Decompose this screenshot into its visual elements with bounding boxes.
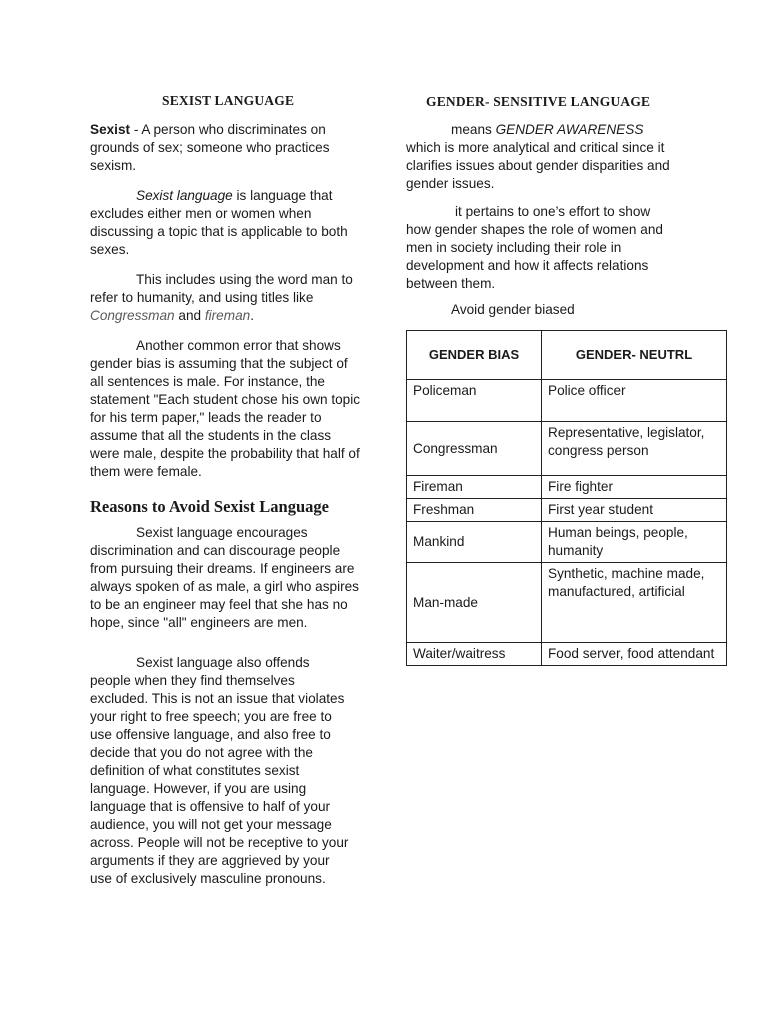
table-row xyxy=(407,476,727,499)
analytical-paragraph: which is more analytical and critical since it clarifies issues about gender disparities and gender issues. xyxy=(406,140,670,191)
table-row xyxy=(407,522,727,563)
pertains-line: it pertains to one’s effort to show xyxy=(455,204,651,219)
gender-terms-table xyxy=(406,330,727,666)
bias-term-cell: Congressman xyxy=(407,422,542,476)
neutral-term-cell: Fire fighter xyxy=(542,476,727,499)
bias-term-cell: Freshman xyxy=(407,499,542,522)
fireman-term: fireman xyxy=(204,308,251,323)
table-row xyxy=(407,380,727,422)
bias-term-cell: Policeman xyxy=(407,380,542,422)
sexist-language-heading: SEXIST LANGUAGE xyxy=(162,93,295,108)
neutral-term-cell: First year student xyxy=(542,499,727,522)
gender-shapes-paragraph: how gender shapes the role of women and men in society including their role in development and how it affects relations between them. xyxy=(406,222,663,291)
bias-term-cell: Fireman xyxy=(407,476,542,499)
neutral-term-cell: Food server, food attendant xyxy=(542,643,727,666)
table-row xyxy=(407,563,727,643)
bias-term-cell: Man-made xyxy=(407,563,542,643)
includes-text: This includes using the word man to refer to humanity, and using titles like xyxy=(90,272,353,305)
sexist-term: Sexist xyxy=(90,122,131,137)
period-text: . xyxy=(250,308,254,323)
offends-paragraph: Sexist language also offends people when they find themselves excluded. This is not an issue that violates your right to free speech; you are free to use offensive language, and also free to decide that you do not agree with the definition of what constitutes sexist language. However, if you are using language that is offensive to half of your audience, you will not get your message across. People will not be receptive to your arguments if they are aggrieved by your use of exclusively masculine pronouns. xyxy=(90,655,349,886)
sexist-language-definition-text: is language that excludes either men or women when discussing a topic that is applicable to both sexes. xyxy=(90,188,348,257)
table-row xyxy=(407,499,727,522)
gender-bias-header: GENDER BIAS xyxy=(407,331,542,380)
includes-paragraph xyxy=(90,271,356,325)
table-header-row xyxy=(407,331,727,380)
avoid-biased-line: Avoid gender biased xyxy=(451,302,575,317)
gender-neutral-header: GENDER- NEUTRL xyxy=(542,331,727,380)
gender-sensitive-heading: GENDER- SENSITIVE LANGUAGE xyxy=(426,94,651,109)
and-text: and xyxy=(174,308,205,323)
table-row xyxy=(407,422,727,476)
reasons-subheading: Reasons to Avoid Sexist Language xyxy=(90,497,329,516)
neutral-term-cell: Human beings, people, humanity xyxy=(542,522,727,563)
discrimination-paragraph: Sexist language encourages discrimination and can discourage people from pursuing their dreams. If engineers are always spoken of as male, a girl who aspires to be an engineer may feel that she has no hope, since "all" engineers are men. xyxy=(90,525,359,630)
means-line xyxy=(451,121,731,139)
sexist-definition-paragraph xyxy=(90,121,362,175)
table-row xyxy=(407,643,727,666)
neutral-term-cell: Representative, legislator, congress person xyxy=(542,422,727,476)
sexist-definition-text: - A person who discriminates on grounds of sex; someone who practices sexism. xyxy=(90,122,330,173)
common-error-paragraph: Another common error that shows gender bias is assuming that the subject of all sentences is male. For instance, the statement "Each student chose his own topic for his term paper," leads the reader to assume that all the students in the class were male, despite the probability that half of them were female. xyxy=(90,338,361,479)
neutral-term-cell: Police officer xyxy=(542,380,727,422)
bias-term-cell: Waiter/waitress xyxy=(407,643,542,666)
bias-term-cell: Mankind xyxy=(407,522,542,563)
gender-awareness-term: GENDER AWARENESS xyxy=(495,122,644,137)
sexist-language-definition-paragraph xyxy=(90,187,352,259)
sexist-language-term: Sexist language xyxy=(136,188,233,203)
congressman-term: Congressman xyxy=(90,308,175,323)
neutral-term-cell: Synthetic, machine made, manufactured, artificial xyxy=(542,563,727,643)
means-text: means xyxy=(451,122,496,137)
